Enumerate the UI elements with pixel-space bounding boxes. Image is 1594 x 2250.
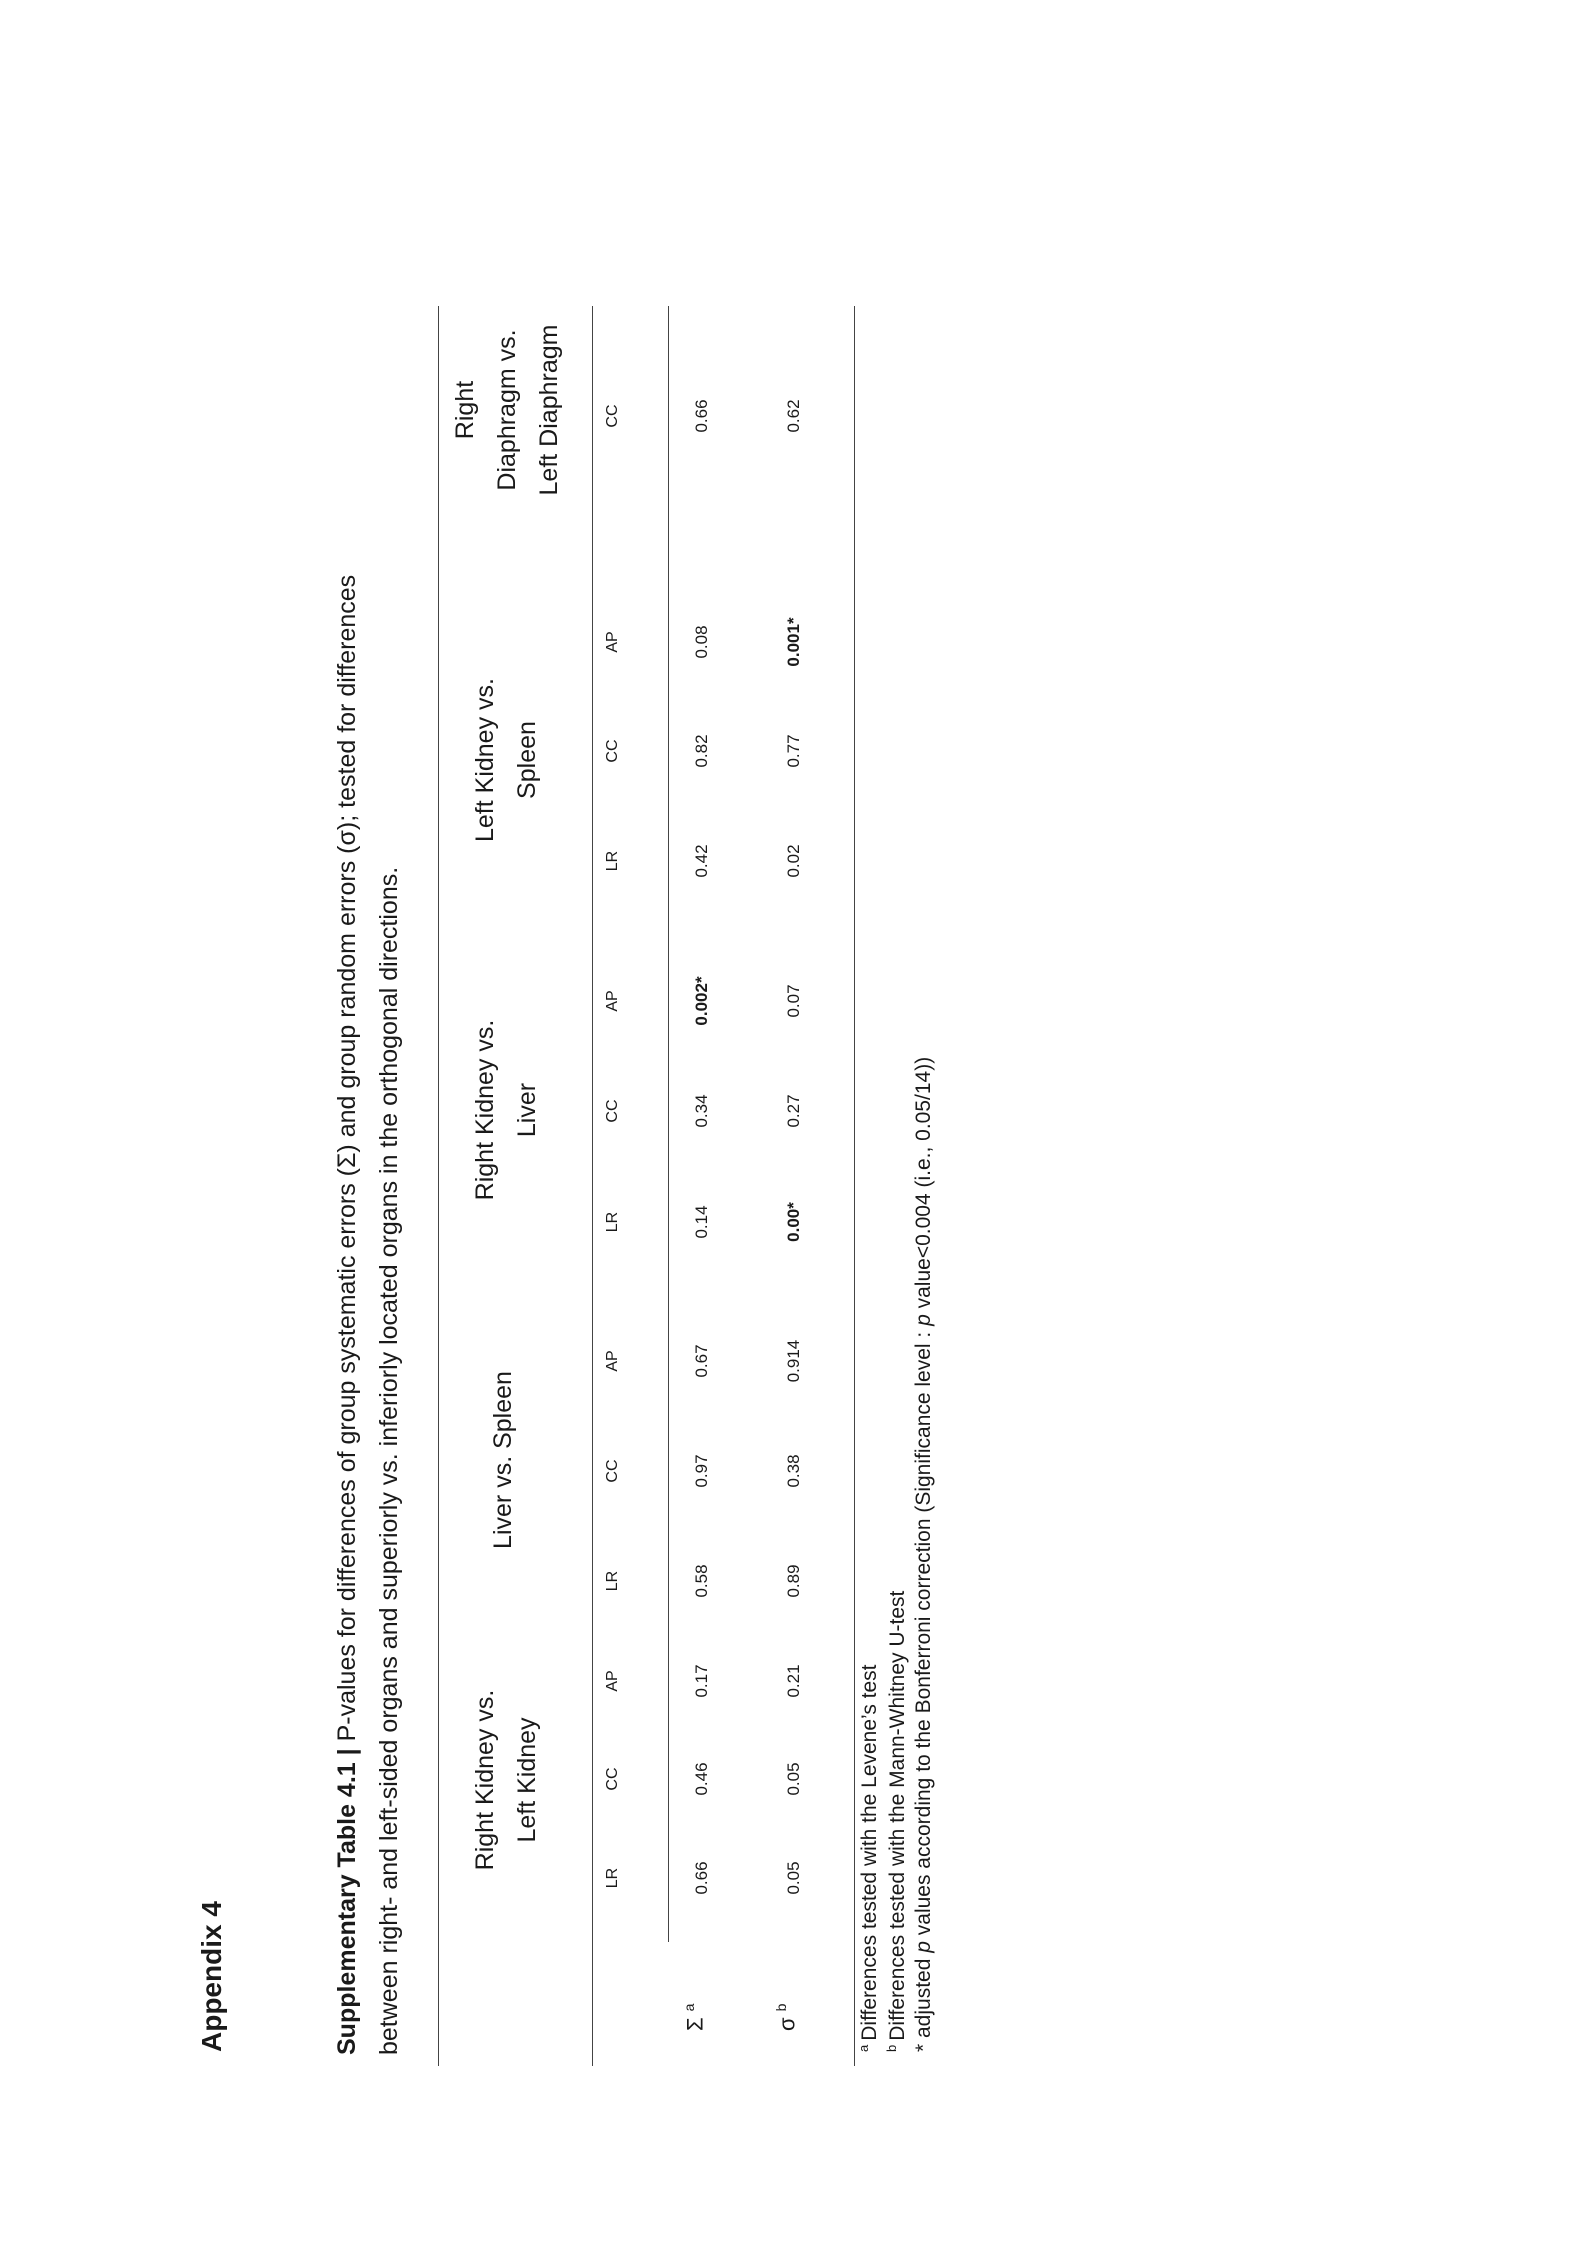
row-label-superscript: b — [773, 2003, 789, 2012]
group-header-line: Spleen — [513, 721, 541, 799]
col-header-cc: CC — [604, 1767, 621, 1791]
cell-value: 0.914 — [784, 1339, 803, 1383]
group-header-line: Liver vs. Spleen — [489, 1371, 517, 1549]
group-header-line: Diaphragm vs. — [493, 329, 521, 491]
footnote-bonferroni — [912, 1057, 936, 2052]
table-caption-line-1 — [330, 575, 364, 2055]
col-header-lr: LR — [604, 1570, 621, 1592]
col-header-ap: AP — [604, 1670, 621, 1692]
col-header-cc: CC — [604, 1459, 621, 1483]
group-header-right-kidney-vs-left-kidney — [464, 1680, 548, 1880]
col-header-ap: AP — [604, 1350, 621, 1372]
cell-value-significant: 0.002* — [692, 976, 711, 1026]
col-header-cc: CC — [604, 739, 621, 763]
row-label-symbol: Σ — [682, 2017, 708, 2031]
cell-value: 0.58 — [692, 1564, 711, 1598]
group-header-line: Right Kidney vs. — [471, 1019, 499, 1201]
footnote-marker: b — [884, 2044, 899, 2052]
cell-value: 0.77 — [784, 734, 803, 768]
cell-value: 0.02 — [784, 844, 803, 878]
table-caption-text-1: P-values for differences of group systematic errors (Σ) and group random errors (σ); tested for differences — [333, 574, 361, 1749]
col-header-cc: CC — [604, 404, 621, 428]
cell-value: 0.17 — [692, 1664, 711, 1698]
col-header-cc: CC — [604, 1099, 621, 1123]
footnote-a — [856, 1664, 882, 2052]
footnote-text: values according to the Bonferroni correction (Significance level : — [912, 1325, 935, 1942]
group-header-line: Left Diaphragm — [535, 324, 563, 496]
footnote-text: Differences tested with the Levene’s test — [858, 1664, 881, 2041]
col-header-lr: LR — [604, 1211, 621, 1233]
cell-value: 0.46 — [692, 1762, 711, 1796]
table-subheader-rule — [668, 306, 669, 1942]
cell-value: 0.66 — [692, 399, 711, 433]
table-header-rule — [592, 306, 593, 2066]
col-header-lr: LR — [604, 1867, 621, 1889]
cell-value-significant: 0.00* — [784, 1202, 803, 1242]
row-label-superscript: a — [681, 2003, 697, 2012]
cell-value: 0.14 — [692, 1205, 711, 1239]
footnote-b — [884, 1591, 910, 2052]
row-label-sigma-systematic — [681, 2004, 708, 2031]
cell-value: 0.62 — [784, 399, 803, 433]
group-header-liver-vs-spleen — [482, 1330, 524, 1590]
cell-value: 0.67 — [692, 1344, 711, 1378]
footnote-marker: a — [856, 2044, 871, 2052]
group-header-line: Left Kidney — [513, 1717, 541, 1843]
cell-value-significant: 0.001* — [784, 617, 803, 667]
footnote-text: value<0.004 (i.e., 0.05/14)) — [912, 1056, 935, 1315]
footnote-italic-p: p — [912, 1314, 935, 1326]
cell-value: 0.97 — [692, 1454, 711, 1488]
group-header-left-kidney-vs-spleen — [464, 650, 548, 870]
col-header-ap: AP — [604, 631, 621, 653]
group-header-line: Right Kidney vs. — [471, 1689, 499, 1871]
cell-value: 0.38 — [784, 1454, 803, 1488]
row-label-sigma-random — [773, 2004, 800, 2031]
group-header-right-kidney-vs-liver — [464, 1000, 548, 1220]
table-caption-line-2: between right- and left-sided organs and superiorly vs. inferiorly located organs in the orthogonal directions. — [375, 866, 403, 2055]
row-label-symbol: σ — [774, 2017, 800, 2031]
cell-value: 0.89 — [784, 1564, 803, 1598]
cell-value: 0.66 — [692, 1861, 711, 1895]
cell-value: 0.05 — [784, 1762, 803, 1796]
group-header-right-diaphragm-vs-left-diaphragm — [444, 310, 570, 510]
footnote-text: * adjusted — [912, 1952, 935, 2052]
cell-value: 0.21 — [784, 1664, 803, 1698]
cell-value: 0.27 — [784, 1094, 803, 1128]
cell-value: 0.34 — [692, 1094, 711, 1128]
footnote-text: Differences tested with the Mann-Whitney U-test — [886, 1590, 909, 2041]
table-top-rule — [438, 306, 439, 2066]
group-header-line: Liver — [513, 1082, 541, 1138]
cell-value: 0.42 — [692, 844, 711, 878]
cell-value: 0.07 — [784, 984, 803, 1018]
cell-value: 0.05 — [784, 1861, 803, 1895]
cell-value: 0.08 — [692, 625, 711, 659]
cell-value: 0.82 — [692, 734, 711, 768]
group-header-line: Right — [451, 380, 479, 440]
col-header-lr: LR — [604, 850, 621, 872]
footnote-italic-p: p — [912, 1941, 935, 1953]
table-bottom-rule — [854, 306, 855, 2066]
table-caption-label: Supplementary Table 4.1 | — [333, 1748, 361, 2055]
col-header-ap: AP — [604, 990, 621, 1012]
appendix-heading: Appendix 4 — [196, 1901, 227, 2052]
group-header-line: Left Kidney vs. — [471, 678, 499, 842]
